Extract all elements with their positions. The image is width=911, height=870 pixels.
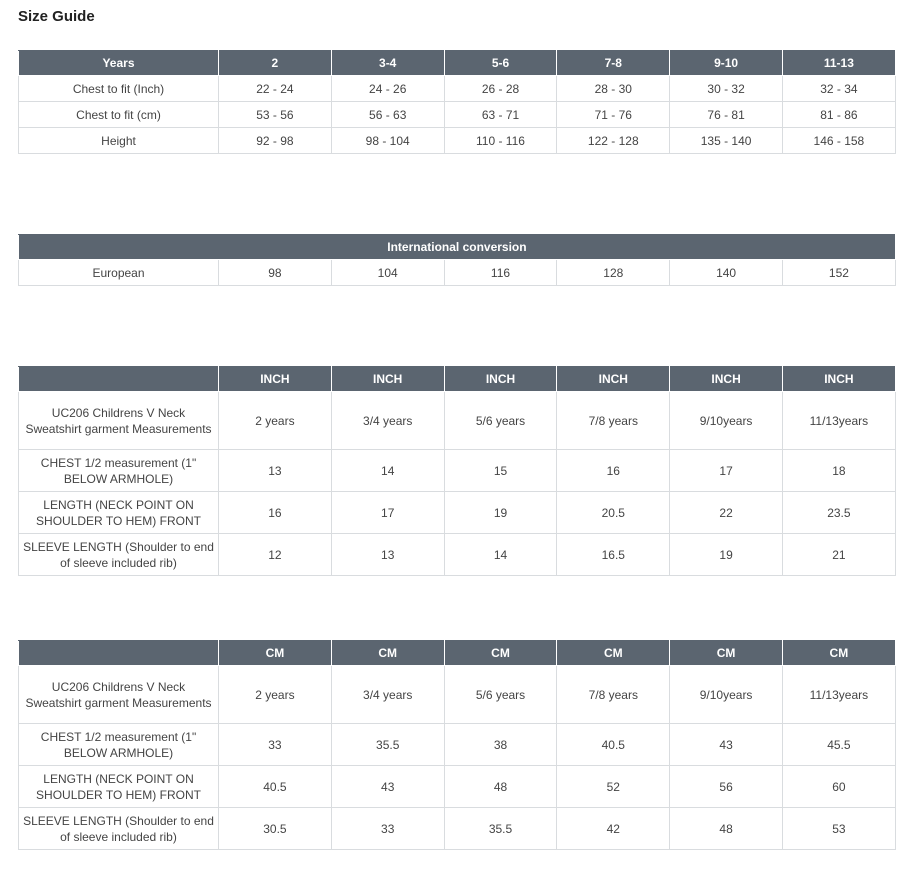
row-label: SLEEVE LENGTH (Shoulder to end of sleeve included rib) xyxy=(19,534,219,576)
table-cell: 52 xyxy=(557,766,670,808)
header-cell: CM xyxy=(444,641,557,666)
table-cell: 140 xyxy=(670,260,783,286)
table-row xyxy=(19,392,896,450)
table-cell: 43 xyxy=(670,724,783,766)
table-cell: 128 xyxy=(557,260,670,286)
table-cell: 19 xyxy=(444,492,557,534)
table-row xyxy=(19,724,896,766)
table-cell: 7/8 years xyxy=(557,392,670,450)
table-cell: 11/13years xyxy=(782,666,895,724)
table-cell: 45.5 xyxy=(782,724,895,766)
table-cell: 60 xyxy=(782,766,895,808)
header-cell: INCH xyxy=(331,367,444,392)
table-cell: 21 xyxy=(782,534,895,576)
row-label: Chest to fit (Inch) xyxy=(19,76,219,102)
table-cell: 20.5 xyxy=(557,492,670,534)
row-label: CHEST 1/2 measurement (1" BELOW ARMHOLE) xyxy=(19,450,219,492)
table-cell: 76 - 81 xyxy=(670,102,783,128)
table-cell: 18 xyxy=(782,450,895,492)
row-label: Height xyxy=(19,128,219,154)
table-cell: 146 - 158 xyxy=(782,128,895,154)
table-cell: 13 xyxy=(219,450,332,492)
table-cell: 63 - 71 xyxy=(444,102,557,128)
table-cell: 81 - 86 xyxy=(782,102,895,128)
row-label: SLEEVE LENGTH (Shoulder to end of sleeve included rib) xyxy=(19,808,219,850)
row-label: LENGTH (NECK POINT ON SHOULDER TO HEM) FRONT xyxy=(19,492,219,534)
table-row xyxy=(19,450,896,492)
table-cell: 116 xyxy=(444,260,557,286)
header-cell: 11-13 xyxy=(782,51,895,76)
header-cell: 2 xyxy=(219,51,332,76)
table-cell: 56 xyxy=(670,766,783,808)
table-row xyxy=(19,808,896,850)
table-cell: 56 - 63 xyxy=(331,102,444,128)
table-cell: 17 xyxy=(670,450,783,492)
header-cell xyxy=(19,367,219,392)
table-cell: 122 - 128 xyxy=(557,128,670,154)
table-cell: 5/6 years xyxy=(444,392,557,450)
table-cell: 7/8 years xyxy=(557,666,670,724)
table-cell: 16 xyxy=(557,450,670,492)
table-cell: 26 - 28 xyxy=(444,76,557,102)
table-cell: 35.5 xyxy=(331,724,444,766)
header-cell: Years xyxy=(19,51,219,76)
header-cell: INCH xyxy=(782,367,895,392)
table-cell: 24 - 26 xyxy=(331,76,444,102)
table-cell: 19 xyxy=(670,534,783,576)
table-cell: 16.5 xyxy=(557,534,670,576)
row-label: CHEST 1/2 measurement (1" BELOW ARMHOLE) xyxy=(19,724,219,766)
table-cell: 48 xyxy=(670,808,783,850)
header-cell: 9-10 xyxy=(670,51,783,76)
table-cell: 2 years xyxy=(219,392,332,450)
header-cell: INCH xyxy=(444,367,557,392)
header-cell: CM xyxy=(331,641,444,666)
header-cell: International conversion xyxy=(19,235,896,260)
table-cell: 5/6 years xyxy=(444,666,557,724)
table-row xyxy=(19,766,896,808)
row-label: UC206 Childrens V Neck Sweatshirt garment Measurements xyxy=(19,666,219,724)
page-title: Size Guide xyxy=(18,8,95,25)
row-label: Chest to fit (cm) xyxy=(19,102,219,128)
header-cell: CM xyxy=(670,641,783,666)
table-cell: 110 - 116 xyxy=(444,128,557,154)
table-row xyxy=(19,102,896,128)
table-cell: 3/4 years xyxy=(331,392,444,450)
table-cell: 15 xyxy=(444,450,557,492)
table-cell: 71 - 76 xyxy=(557,102,670,128)
table-cell: 40.5 xyxy=(219,766,332,808)
table-cell: 92 - 98 xyxy=(219,128,332,154)
table-header-row xyxy=(19,367,896,392)
table-row xyxy=(19,666,896,724)
table-row xyxy=(19,76,896,102)
table-cell: 23.5 xyxy=(782,492,895,534)
table-cell: 3/4 years xyxy=(331,666,444,724)
table-cell: 38 xyxy=(444,724,557,766)
inch-measurements-table xyxy=(18,366,896,576)
header-cell: INCH xyxy=(219,367,332,392)
table-header-row xyxy=(19,641,896,666)
header-cell: 7-8 xyxy=(557,51,670,76)
table-cell: 22 xyxy=(670,492,783,534)
table-cell: 33 xyxy=(331,808,444,850)
table-cell: 14 xyxy=(444,534,557,576)
table-cell: 9/10years xyxy=(670,666,783,724)
table-cell: 17 xyxy=(331,492,444,534)
table-cell: 2 years xyxy=(219,666,332,724)
table-header-row xyxy=(19,51,896,76)
table-cell: 32 - 34 xyxy=(782,76,895,102)
table-cell: 48 xyxy=(444,766,557,808)
table-cell: 28 - 30 xyxy=(557,76,670,102)
table-cell: 35.5 xyxy=(444,808,557,850)
row-label: UC206 Childrens V Neck Sweatshirt garment Measurements xyxy=(19,392,219,450)
table-row xyxy=(19,128,896,154)
table-cell: 152 xyxy=(782,260,895,286)
table-cell: 33 xyxy=(219,724,332,766)
cm-measurements-table xyxy=(18,640,896,850)
table-cell: 42 xyxy=(557,808,670,850)
header-cell: CM xyxy=(782,641,895,666)
table-cell: 53 - 56 xyxy=(219,102,332,128)
table-cell: 11/13years xyxy=(782,392,895,450)
table-row xyxy=(19,492,896,534)
table-row xyxy=(19,260,896,286)
row-label: LENGTH (NECK POINT ON SHOULDER TO HEM) FRONT xyxy=(19,766,219,808)
header-cell: 5-6 xyxy=(444,51,557,76)
header-cell: 3-4 xyxy=(331,51,444,76)
table-cell: 40.5 xyxy=(557,724,670,766)
table-cell: 13 xyxy=(331,534,444,576)
header-cell: INCH xyxy=(670,367,783,392)
table-cell: 135 - 140 xyxy=(670,128,783,154)
table-cell: 14 xyxy=(331,450,444,492)
header-cell xyxy=(19,641,219,666)
table-cell: 104 xyxy=(331,260,444,286)
header-cell: CM xyxy=(557,641,670,666)
row-label: European xyxy=(19,260,219,286)
table-row xyxy=(19,534,896,576)
table-header-row xyxy=(19,235,896,260)
header-cell: INCH xyxy=(557,367,670,392)
table-cell: 9/10years xyxy=(670,392,783,450)
header-cell: CM xyxy=(219,641,332,666)
table-cell: 30 - 32 xyxy=(670,76,783,102)
table-cell: 43 xyxy=(331,766,444,808)
table-cell: 16 xyxy=(219,492,332,534)
table-cell: 98 xyxy=(219,260,332,286)
table-cell: 22 - 24 xyxy=(219,76,332,102)
conversion-table xyxy=(18,234,896,286)
table-cell: 98 - 104 xyxy=(331,128,444,154)
table-cell: 30.5 xyxy=(219,808,332,850)
table-cell: 53 xyxy=(782,808,895,850)
table-cell: 12 xyxy=(219,534,332,576)
age-size-table xyxy=(18,50,896,154)
